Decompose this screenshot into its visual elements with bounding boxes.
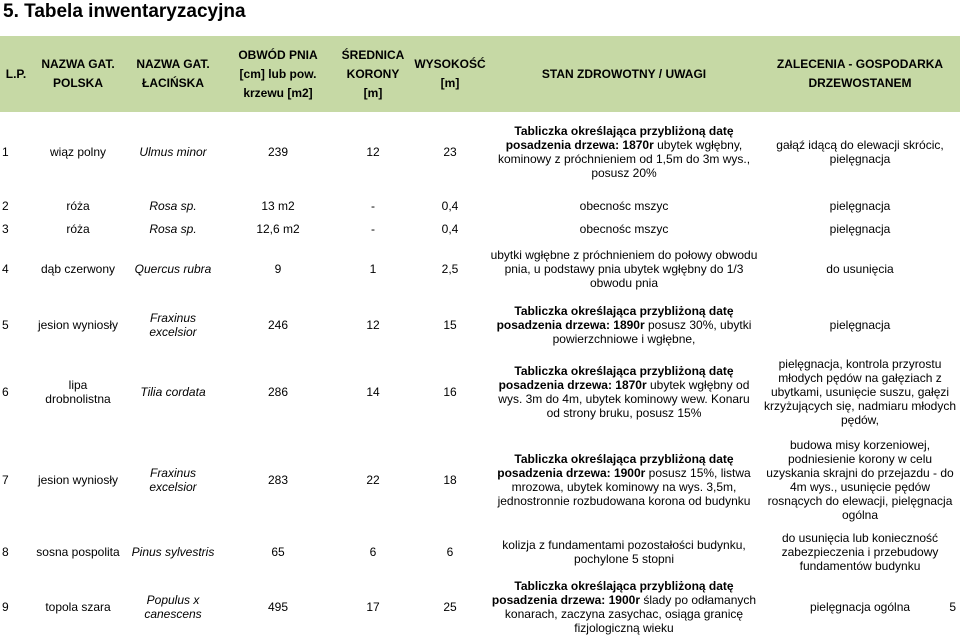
header-polish-name-line: POLSKA <box>52 76 103 90</box>
latin-name-cell <box>124 300 222 350</box>
height-cell: 18 <box>443 473 457 487</box>
polish-name-cell-line: róża <box>66 222 90 236</box>
lp-cell: 4 <box>2 262 9 276</box>
condition-text: kolizja z fundamentami pozostałości budynku, pochylone 5 stopni <box>502 538 746 566</box>
condition-text: obecnośc mszyc <box>579 222 669 236</box>
condition-cell <box>488 197 760 215</box>
circumference-cell: 286 <box>267 385 289 399</box>
height-cell: 23 <box>443 145 457 159</box>
lp-cell: 2 <box>2 199 9 213</box>
table-row <box>0 112 960 192</box>
latin-name-cell-line: Rosa sp. <box>149 222 197 236</box>
circumference-cell: 246 <box>267 318 289 332</box>
crown-cell: 12 <box>366 318 380 332</box>
latin-name-cell <box>124 220 222 238</box>
page-number: 5 <box>949 600 956 614</box>
recommendation-cell: do usunięcia <box>826 262 894 276</box>
condition-cell <box>488 112 760 192</box>
condition-text: ślady po odłamanych konarach, zaczyna zasychac, osiąga granicę fizjologiczną wieku <box>504 593 757 635</box>
polish-name-cell-line: jesion wyniosły <box>37 473 119 487</box>
header-polish-name <box>32 36 124 112</box>
condition-cell <box>488 531 760 573</box>
condition-date-plate: Tabliczka określająca przybliżoną datę posadzenia drzewa: 1900r <box>491 579 734 607</box>
recommendation-cell: pielęgnacja <box>829 318 891 332</box>
circumference-cell: 9 <box>274 262 282 276</box>
condition-cell <box>488 220 760 238</box>
polish-name-cell-line: sosna pospolita <box>36 545 120 559</box>
header-trunk-circumference <box>222 36 334 112</box>
recommendation-cell: pielęgnacja <box>829 222 891 236</box>
recommendation-cell: gałąź idącą do elewacji skrócic, pielęgnacja <box>776 138 944 166</box>
latin-name-cell-line: Ulmus minor <box>139 145 207 159</box>
circumference-cell: 65 <box>271 545 285 559</box>
header-lp: L.P. <box>0 36 32 112</box>
condition-text: posusz 15%, listwa mrozowa, ubytek kominowy na wys. 3,5m, jednostronnie rozbudowana korona od budynku <box>497 466 751 508</box>
polish-name-cell-line: topola szara <box>45 600 111 614</box>
lp-cell: 5 <box>2 318 9 332</box>
polish-name-cell-line: jesion wyniosły <box>37 318 119 332</box>
polish-name-cell <box>32 112 124 192</box>
height-cell: 0,4 <box>441 199 459 213</box>
recommendation-cell: do usunięcia lub konieczność zabezpieczenia i przebudowy fundamentów budynku <box>781 531 939 573</box>
crown-cell: 22 <box>366 473 380 487</box>
lp-cell: 6 <box>2 385 9 399</box>
latin-name-cell-line: Populus x <box>146 593 200 607</box>
crown-cell: 1 <box>369 262 377 276</box>
recommendation-cell: budowa misy korzeniowej, podniesienie korony w celu uzyskania skrajni do przejazdu - do 4m wys., usunięcie pędów rosnących do elewacji, pielęgnacja ogólna <box>766 438 954 522</box>
table-row <box>0 578 960 636</box>
circumference-cell: 495 <box>267 600 289 614</box>
circumference-cell: 12,6 m2 <box>256 222 300 236</box>
header-crown-diameter <box>334 36 412 112</box>
crown-cell: - <box>371 199 375 213</box>
header-latin-name-line: ŁACIŃSKA <box>142 76 204 90</box>
recommendation-cell: pielęgnacja, kontrola przyrostu młodych pędów na gałęziach z ubytkami, usunięcie suszu, gałęzi krzyżujących się, nadmiaru młodych pędów, <box>763 357 957 427</box>
polish-name-cell <box>32 434 124 526</box>
latin-name-cell <box>124 578 222 636</box>
height-cell: 0,4 <box>441 222 459 236</box>
polish-name-cell-line: dąb czerwony <box>40 262 116 276</box>
lp-cell: 3 <box>2 222 9 236</box>
height-cell: 16 <box>443 385 457 399</box>
height-cell: 15 <box>443 318 457 332</box>
condition-date-plate: Tabliczka określająca przybliżoną datę posadzenia drzewa: 1870r <box>498 364 734 392</box>
polish-name-cell-line: drobnolistna <box>45 392 111 406</box>
table-row <box>0 434 960 526</box>
condition-date-plate: Tabliczka określająca przybliżoną datę posadzenia drzewa: 1890r <box>496 304 734 332</box>
header-trunk-circumference-line: krzewu [m2] <box>243 85 313 100</box>
table-row <box>0 243 960 295</box>
recommendation-cell: pielęgnacja ogólna <box>809 600 911 614</box>
height-cell: 6 <box>446 545 454 559</box>
header-trunk-circumference-line: OBWÓD PNIA <box>238 47 318 62</box>
header-crown-diameter-line: ŚREDNICA <box>341 47 405 62</box>
crown-cell: 12 <box>366 145 380 159</box>
table-row <box>0 355 960 429</box>
header-recommendations <box>760 36 960 112</box>
polish-name-cell <box>32 531 124 573</box>
recommendation-cell: pielęgnacja <box>829 199 891 213</box>
table-row <box>0 531 960 573</box>
polish-name-cell <box>32 243 124 295</box>
polish-name-cell <box>32 300 124 350</box>
condition-cell <box>488 355 760 429</box>
table-row <box>0 197 960 215</box>
circumference-cell: 239 <box>267 145 289 159</box>
lp-cell: 7 <box>2 473 9 487</box>
header-height <box>412 36 488 112</box>
table-header-row <box>0 36 960 112</box>
latin-name-cell-line: Quercus rubra <box>134 262 212 276</box>
header-condition: STAN ZDROWOTNY / UWAGI <box>488 36 760 112</box>
header-height-line: [m] <box>440 76 460 90</box>
table-row <box>0 220 960 238</box>
lp-cell: 9 <box>2 600 9 614</box>
height-cell: 2,5 <box>441 262 459 276</box>
latin-name-cell-line: Fraxinus <box>149 311 196 325</box>
header-latin-name <box>124 36 222 112</box>
latin-name-cell-line: canescens <box>144 607 202 621</box>
condition-date-plate: Tabliczka określająca przybliżoną datę posadzenia drzewa: 1870r <box>505 124 734 152</box>
height-cell: 25 <box>443 600 457 614</box>
polish-name-cell <box>32 578 124 636</box>
lp-cell: 1 <box>2 145 9 159</box>
polish-name-cell-line: lipa <box>68 378 88 392</box>
crown-cell: - <box>371 222 375 236</box>
condition-text: posusz 30%, ubytki powierzchniowe i wgłębne, <box>552 318 752 346</box>
condition-cell <box>488 243 760 295</box>
condition-cell <box>488 300 760 350</box>
crown-cell: 6 <box>369 545 377 559</box>
condition-date-plate: Tabliczka określająca przybliżoną datę posadzenia drzewa: 1900r <box>497 452 734 480</box>
latin-name-cell-line: excelsior <box>149 325 197 339</box>
latin-name-cell-line: Pinus sylvestris <box>131 545 215 559</box>
latin-name-cell <box>124 355 222 429</box>
page-title: 5. Tabela inwentaryzacyjna <box>3 1 246 22</box>
latin-name-cell-line: Tilia cordata <box>140 385 206 399</box>
table-row <box>0 300 960 350</box>
condition-cell <box>488 578 760 636</box>
polish-name-cell-line: róża <box>66 199 90 213</box>
lp-cell: 8 <box>2 545 9 559</box>
latin-name-cell <box>124 112 222 192</box>
header-crown-diameter-line: KORONY <box>346 66 400 81</box>
circumference-cell: 283 <box>267 473 289 487</box>
latin-name-cell-line: Fraxinus <box>149 466 196 480</box>
header-trunk-circumference-line: [cm] lub pow. <box>239 66 317 81</box>
latin-name-cell <box>124 531 222 573</box>
condition-text: ubytki wgłębne z próchnieniem do połowy obwodu pnia, u podstawy pnia ubytek wgłębny do 1/3 obwodu pnia <box>490 248 758 290</box>
header-crown-diameter-line: [m] <box>363 85 383 100</box>
header-height-line: WYSOKOŚĆ <box>414 57 486 71</box>
latin-name-cell-line: Rosa sp. <box>149 199 197 213</box>
header-recommendations-line: DRZEWOSTANEM <box>808 76 912 90</box>
latin-name-cell <box>124 434 222 526</box>
condition-text: ubytek wgłębny od wys. 3m do 4m, ubytek kominowy wew. Konaru od strony bruku, posusz 15% <box>498 378 750 420</box>
condition-text: obecnośc mszyc <box>579 199 669 213</box>
latin-name-cell <box>124 197 222 215</box>
inventory-table <box>0 36 960 636</box>
polish-name-cell <box>32 220 124 238</box>
polish-name-cell-line: wiąz polny <box>49 145 107 159</box>
polish-name-cell <box>32 197 124 215</box>
condition-cell <box>488 434 760 526</box>
header-recommendations-line: ZALECENIA - GOSPODARKA <box>776 57 944 71</box>
crown-cell: 14 <box>366 385 380 399</box>
condition-text: ubytek wgłębny, kominowy z próchnieniem od 1,5m do 3m wys., posusz 20% <box>497 138 751 180</box>
crown-cell: 17 <box>366 600 380 614</box>
polish-name-cell <box>32 355 124 429</box>
latin-name-cell <box>124 243 222 295</box>
header-latin-name-line: NAZWA GAT. <box>136 57 210 71</box>
latin-name-cell-line: excelsior <box>149 480 197 494</box>
circumference-cell: 13 m2 <box>261 199 295 213</box>
header-polish-name-line: NAZWA GAT. <box>41 57 115 71</box>
